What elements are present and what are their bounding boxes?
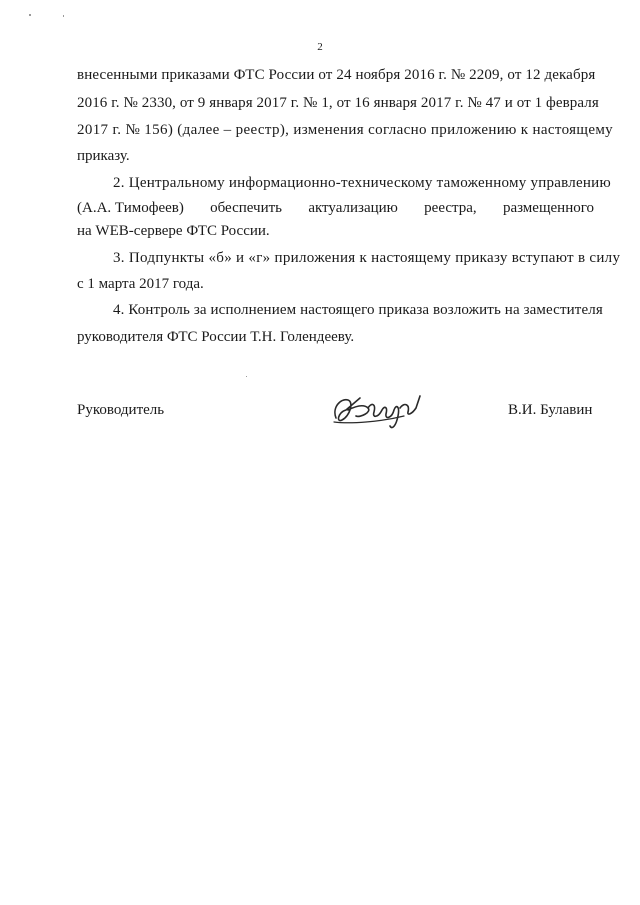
body-line: на WEB-сервере ФТС России. xyxy=(77,223,270,239)
signatory-title: Руководитель xyxy=(77,402,165,418)
body-line: 2016 г. № 2330, от 9 января 2017 г. № 1, от 16 января 2017 г. № 47 и от 1 февраля xyxy=(77,95,599,111)
word: обеспечить xyxy=(210,200,283,216)
body-line: 4. Контроль за исполнением настоящего приказа возложить на заместителя xyxy=(113,302,603,318)
body-line: 2017 г. № 156) (далее – реестр), изменения согласно приложению к настоящему xyxy=(77,122,614,138)
body-line: приказу. xyxy=(77,148,130,164)
word: (А.А. Тимофеев) xyxy=(77,200,184,216)
body-line: руководителя ФТС России Т.Н. Голендееву. xyxy=(77,329,355,345)
page-number: 2 xyxy=(317,41,323,53)
body-line: с 1 марта 2017 года. xyxy=(77,276,204,292)
body-line: 3. Подпункты «б» и «г» приложения к настоящему приказу вступают в силу xyxy=(113,250,621,266)
scan-speck xyxy=(63,15,64,17)
body-line xyxy=(77,66,594,84)
handwritten-signature xyxy=(330,388,425,432)
word: размещенного xyxy=(502,200,594,216)
body-line: 2. Центральному информационно-техническому таможенному управлению xyxy=(113,175,611,191)
line-text: внесенными приказами ФТС России от 24 ноября 2016 г. № 2209, от 12 декабря xyxy=(77,67,596,83)
scan-speck xyxy=(29,14,31,16)
scan-speck xyxy=(246,376,247,377)
word: актуализацию xyxy=(308,200,398,216)
word: реестра, xyxy=(424,200,477,216)
body-line-justified xyxy=(77,199,594,217)
signatory-name: В.И. Булавин xyxy=(508,402,593,418)
